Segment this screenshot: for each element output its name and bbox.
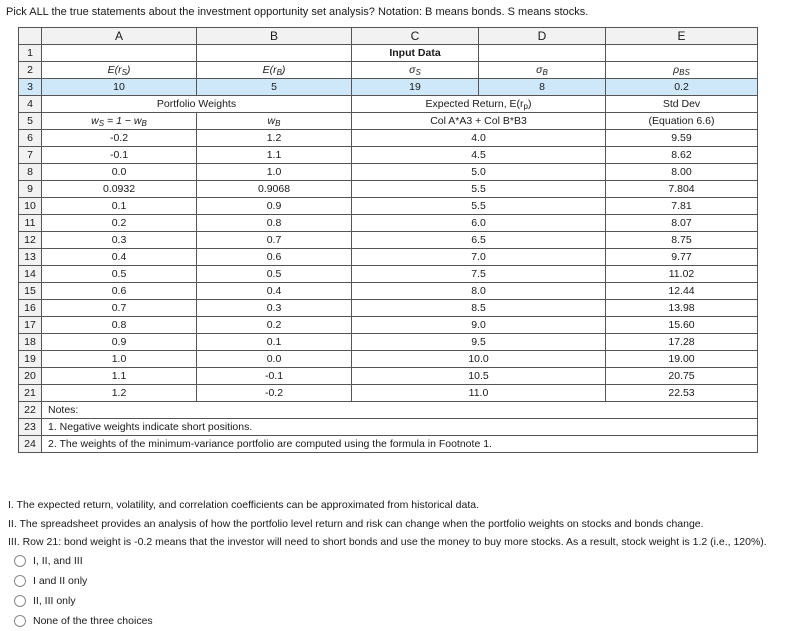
statements [8, 496, 767, 552]
weight-bonds-cell[interactable]: 1.2 [197, 130, 352, 147]
cell [42, 45, 197, 62]
choice-label: I and II only [33, 575, 88, 587]
choice-option-2[interactable] [14, 571, 153, 591]
sheet-row-23 [19, 419, 758, 436]
sigma-b-symbol: $\sigma_B$ [479, 62, 606, 79]
choice-option-3[interactable] [14, 591, 153, 611]
row-number: 5 [19, 113, 42, 130]
expected-return-cell[interactable]: 5.5 [352, 198, 606, 215]
row-number: 14 [19, 266, 42, 283]
sheet-row-11 [19, 215, 758, 232]
row-number: 11 [19, 215, 42, 232]
note-1: 1. Negative weights indicate short positions. [42, 419, 758, 436]
std-dev-cell[interactable]: 7.81 [606, 198, 758, 215]
input-erb[interactable]: 5 [197, 79, 352, 96]
weight-bonds-cell[interactable]: -0.2 [197, 385, 352, 402]
notes-header: Notes: [42, 402, 758, 419]
row-number: 16 [19, 300, 42, 317]
answer-choices [14, 551, 153, 631]
sheet-row-24 [19, 436, 758, 453]
expected-return-cell[interactable]: 7.5 [352, 266, 606, 283]
row-number: 23 [19, 419, 42, 436]
sheet-row-6 [19, 130, 758, 147]
weight-stocks-cell[interactable]: 0.1 [42, 198, 197, 215]
expected-return-cell[interactable]: 10.5 [352, 368, 606, 385]
sheet-row-19 [19, 351, 758, 368]
cell [606, 45, 758, 62]
sheet-row-14 [19, 266, 758, 283]
row-number: 7 [19, 147, 42, 164]
std-dev-cell[interactable]: 8.07 [606, 215, 758, 232]
weight-stocks-cell[interactable]: 0.6 [42, 283, 197, 300]
row-number: 12 [19, 232, 42, 249]
expected-return-cell[interactable]: 6.0 [352, 215, 606, 232]
std-dev-cell[interactable]: 11.02 [606, 266, 758, 283]
weight-bonds-cell[interactable]: 0.4 [197, 283, 352, 300]
weight-stocks-cell[interactable]: 0.9 [42, 334, 197, 351]
std-dev-cell[interactable]: 8.75 [606, 232, 758, 249]
choice-label: None of the three choices [33, 615, 153, 627]
cell [479, 45, 606, 62]
expected-return-cell[interactable]: 5.5 [352, 181, 606, 198]
std-dev-cell[interactable]: 9.77 [606, 249, 758, 266]
row-number: 24 [19, 436, 42, 453]
std-dev-cell[interactable]: 22.53 [606, 385, 758, 402]
question-text: Pick ALL the true statements about the investment opportunity set analysis? Notation: B means bonds. S means stocks. [6, 6, 589, 18]
weight-bonds-cell[interactable]: 0.8 [197, 215, 352, 232]
input-rho[interactable]: 0.2 [606, 79, 758, 96]
choice-label: I, II, and III [33, 555, 83, 567]
std-dev-cell[interactable]: 17.28 [606, 334, 758, 351]
row-number: 21 [19, 385, 42, 402]
expected-return-cell[interactable]: 6.5 [352, 232, 606, 249]
expected-return-cell[interactable]: 8.0 [352, 283, 606, 300]
expected-return-cell[interactable]: 9.5 [352, 334, 606, 351]
expected-return-cell[interactable]: 10.0 [352, 351, 606, 368]
column-header-b[interactable]: B [197, 28, 352, 45]
ers-symbol: $E(r_S)$ [42, 62, 197, 79]
row-number: 13 [19, 249, 42, 266]
radio-button-icon[interactable] [14, 575, 26, 587]
column-header-e[interactable]: E [606, 28, 758, 45]
weight-stocks-cell[interactable]: 0.0932 [42, 181, 197, 198]
weight-stocks-cell[interactable]: 0.8 [42, 317, 197, 334]
std-dev-label: Std Dev [606, 96, 758, 113]
row-number: 6 [19, 130, 42, 147]
sheet-row-7 [19, 147, 758, 164]
std-dev-cell[interactable]: 8.00 [606, 164, 758, 181]
weight-bonds-cell[interactable]: 0.2 [197, 317, 352, 334]
weight-stocks-cell[interactable]: 0.7 [42, 300, 197, 317]
sheet-row-5 [19, 113, 758, 130]
expected-return-cell[interactable]: 9.0 [352, 317, 606, 334]
choice-label: II, III only [33, 595, 76, 607]
weight-bonds-cell[interactable]: 1.1 [197, 147, 352, 164]
radio-button-icon[interactable] [14, 595, 26, 607]
sigma-s-symbol: $\sigma_S$ [352, 62, 479, 79]
input-sigma-s[interactable]: 19 [352, 79, 479, 96]
std-dev-cell[interactable]: 13.98 [606, 300, 758, 317]
row-number: 4 [19, 96, 42, 113]
std-dev-cell[interactable]: 9.59 [606, 130, 758, 147]
statement-3: III. Row 21: bond weight is -0.2 means that the investor will need to short bonds and use the money to buy more stocks. As a result, stock weight is 1.2 (i.e., 120%). [8, 536, 767, 548]
row-number: 9 [19, 181, 42, 198]
sheet-row-21 [19, 385, 758, 402]
weight-bonds-cell[interactable]: 0.9068 [197, 181, 352, 198]
spreadsheet [18, 27, 758, 453]
weight-stocks-cell[interactable]: -0.2 [42, 130, 197, 147]
weight-bonds-cell[interactable]: 0.0 [197, 351, 352, 368]
equation-label: (Equation 6.6) [606, 113, 758, 130]
choice-option-4[interactable] [14, 611, 153, 631]
column-header-c[interactable]: C [352, 28, 479, 45]
radio-button-icon[interactable] [14, 555, 26, 567]
row-number: 15 [19, 283, 42, 300]
weight-stocks-cell[interactable]: 0.4 [42, 249, 197, 266]
input-ers[interactable]: 10 [42, 79, 197, 96]
column-header-d[interactable]: D [479, 28, 606, 45]
formula-label: Col A*A3 + Col B*B3 [352, 113, 606, 130]
row-number: 20 [19, 368, 42, 385]
input-data-header: Input Data [352, 45, 479, 62]
expected-return-label: Expected Return, $E(r_p)$ [352, 96, 606, 113]
rho-symbol: $\rho_{BS}$ [606, 62, 758, 79]
cell [197, 45, 352, 62]
weight-stocks-cell[interactable]: 0.5 [42, 266, 197, 283]
radio-button-icon[interactable] [14, 615, 26, 627]
std-dev-cell[interactable]: 7.804 [606, 181, 758, 198]
expected-return-cell[interactable]: 7.0 [352, 249, 606, 266]
row-number: 3 [19, 79, 42, 96]
weight-bonds-cell[interactable]: 1.0 [197, 164, 352, 181]
column-header-row [19, 28, 758, 45]
sheet-row-18 [19, 334, 758, 351]
weight-stocks-cell[interactable]: -0.1 [42, 147, 197, 164]
row-number: 2 [19, 62, 42, 79]
std-dev-cell[interactable]: 20.75 [606, 368, 758, 385]
weight-stocks-cell[interactable]: 1.1 [42, 368, 197, 385]
row-number: 18 [19, 334, 42, 351]
std-dev-cell[interactable]: 8.62 [606, 147, 758, 164]
sheet-row-13 [19, 249, 758, 266]
row-number: 8 [19, 164, 42, 181]
sheet-row-3 [19, 79, 758, 96]
weight-bonds-cell[interactable]: 0.6 [197, 249, 352, 266]
weight-bonds-cell[interactable]: 0.7 [197, 232, 352, 249]
weight-stocks-cell[interactable]: 1.0 [42, 351, 197, 368]
sheet-row-22 [19, 402, 758, 419]
expected-return-cell[interactable]: 11.0 [352, 385, 606, 402]
sheet-row-12 [19, 232, 758, 249]
input-sigma-b[interactable]: 8 [479, 79, 606, 96]
std-dev-cell[interactable]: 15.60 [606, 317, 758, 334]
std-dev-cell[interactable]: 12.44 [606, 283, 758, 300]
statement-2: II. The spreadsheet provides an analysis of how the portfolio level return and risk can change when the portfolio weights on stocks and bonds change. [8, 517, 704, 530]
expected-return-cell[interactable]: 4.0 [352, 130, 606, 147]
ws-formula-label: $w_S = 1 - w_B$ [42, 113, 197, 130]
expected-return-cell[interactable]: 8.5 [352, 300, 606, 317]
sheet-row-15 [19, 283, 758, 300]
sheet-row-2 [19, 62, 758, 79]
portfolio-weights-label: Portfolio Weights [42, 96, 352, 113]
weight-stocks-cell[interactable]: 0.2 [42, 215, 197, 232]
sheet-row-1 [19, 45, 758, 62]
row-number: 1 [19, 45, 42, 62]
std-dev-cell[interactable]: 19.00 [606, 351, 758, 368]
row-number: 22 [19, 402, 42, 419]
weight-bonds-cell[interactable]: 0.1 [197, 334, 352, 351]
wb-label: $w_B$ [197, 113, 352, 130]
row-number: 10 [19, 198, 42, 215]
weight-bonds-cell[interactable]: -0.1 [197, 368, 352, 385]
weight-stocks-cell[interactable]: 0.3 [42, 232, 197, 249]
sheet-row-9 [19, 181, 758, 198]
row-number: 17 [19, 317, 42, 334]
row-number: 19 [19, 351, 42, 368]
weight-stocks-cell[interactable]: 1.2 [42, 385, 197, 402]
sheet-row-16 [19, 300, 758, 317]
expected-return-cell[interactable]: 5.0 [352, 164, 606, 181]
choice-option-1[interactable] [14, 551, 153, 571]
erb-symbol: $E(r_B)$ [197, 62, 352, 79]
weight-stocks-cell[interactable]: 0.0 [42, 164, 197, 181]
note-2: 2. The weights of the minimum-variance portfolio are computed using the formula in Footnote 1. [42, 436, 758, 453]
expected-return-cell[interactable]: 4.5 [352, 147, 606, 164]
column-header-a[interactable]: A [42, 28, 197, 45]
corner-cell [19, 28, 42, 45]
weight-bonds-cell[interactable]: 0.5 [197, 266, 352, 283]
sheet-row-17 [19, 317, 758, 334]
weight-bonds-cell[interactable]: 0.9 [197, 198, 352, 215]
sheet-row-8 [19, 164, 758, 181]
weight-bonds-cell[interactable]: 0.3 [197, 300, 352, 317]
statement-1: I. The expected return, volatility, and correlation coefficients can be approximated from historical data. [8, 499, 479, 511]
sheet-row-10 [19, 198, 758, 215]
sheet-row-20 [19, 368, 758, 385]
sheet-row-4 [19, 96, 758, 113]
